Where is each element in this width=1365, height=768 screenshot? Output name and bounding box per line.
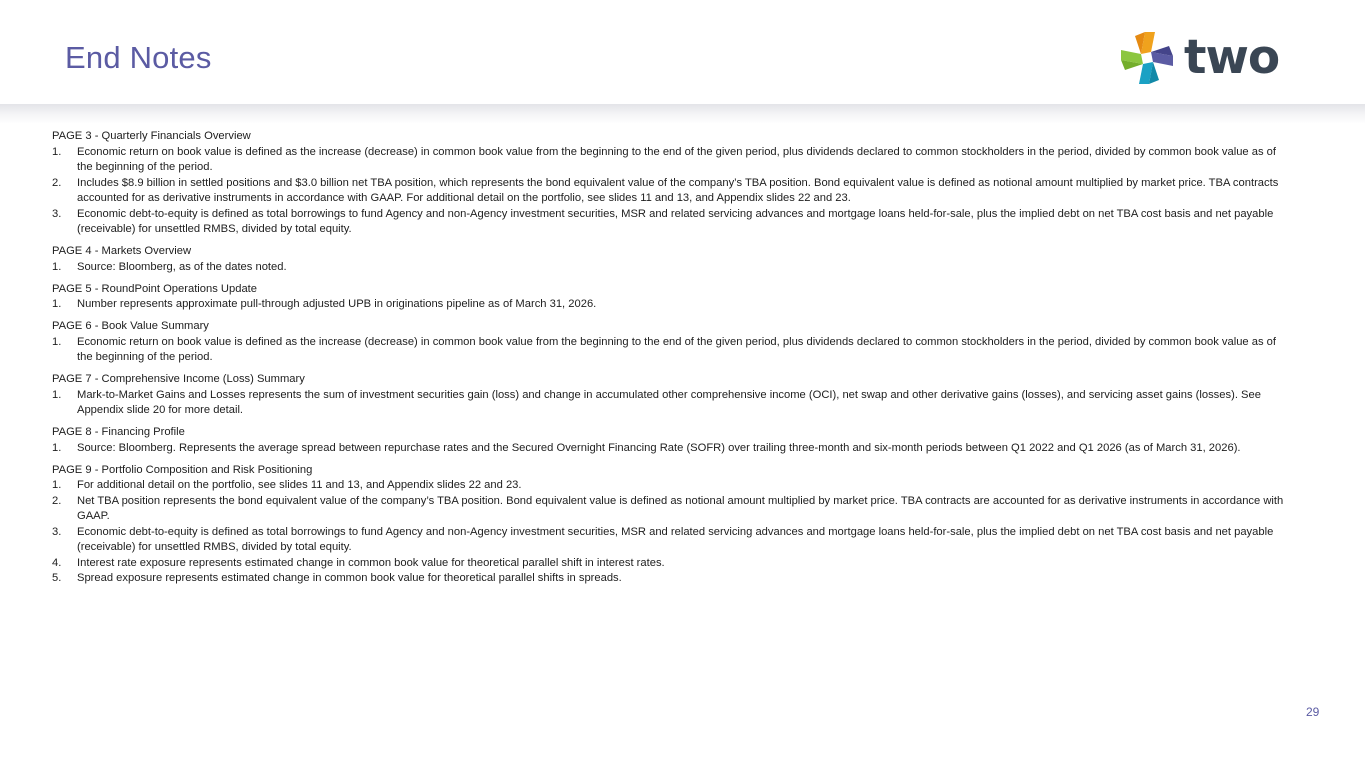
note-text: Economic debt-to-equity is defined as total borrowings to fund Agency and non-Agency investment securities, MSR and related servicing advances and mortgage loans held-for-sale, plus the implied debt on net TBA cost basis and net payable (receivable) for unsettled RMBS, divided by total equity. (77, 525, 1274, 553)
note-item (52, 494, 1292, 525)
note-number: 1. (52, 145, 62, 158)
note-text: Economic return on book value is defined as the increase (decrease) in common book value from the beginning to the end of the given period, plus dividends declared to common stockholders in the period, divided by common book value as of the beginning of the period. (77, 145, 1277, 173)
note-text: Mark-to-Market Gains and Losses represents the sum of investment securities gain (loss) and change in accumulated other comprehensive income (OCI), net swap and other derivative gains (losses), and servicing asset gains (losses). See Appendix slide 20 for more detail. (77, 388, 1261, 416)
notes-section (52, 372, 1292, 419)
section-title: PAGE 3 - Quarterly Financials Overview (52, 130, 251, 142)
note-item (52, 176, 1292, 207)
note-number: 3. (52, 207, 62, 220)
header-divider (0, 104, 1365, 124)
note-number: 5. (52, 572, 62, 584)
two-logo (1112, 26, 1294, 90)
note-item (52, 441, 1292, 457)
note-number: 1. (52, 388, 62, 401)
note-number: 1. (52, 298, 62, 310)
notes-section (52, 129, 1292, 238)
note-number: 4. (52, 556, 62, 569)
note-number: 1. (52, 441, 62, 454)
notes-section (52, 425, 1292, 456)
note-number: 1. (52, 479, 62, 491)
note-text: Spread exposure represents estimated change in common book value for theoretical parallel shifts in spreads. (77, 572, 622, 584)
logo-wordmark: two (1184, 30, 1280, 85)
section-title: PAGE 4 - Markets Overview (52, 245, 192, 257)
notes-section (52, 244, 1292, 275)
note-number: 1. (52, 335, 62, 348)
note-text: Source: Bloomberg. Represents the average spread between repurchase rates and the Secured Overnight Financing Rate (SOFR) over trailing three-month and six-month periods between Q1 2022 and Q1 2026 (as of March 31, 2026). (77, 441, 1241, 454)
note-number: 1. (52, 260, 62, 273)
note-item (52, 335, 1292, 366)
page-title: End Notes (65, 40, 212, 75)
section-title: PAGE 5 - RoundPoint Operations Update (52, 282, 258, 295)
note-item (52, 297, 1292, 313)
note-item (52, 478, 1292, 494)
section-title: PAGE 8 - Financing Profile (52, 426, 185, 438)
note-number: 3. (52, 525, 62, 538)
page-number: 29 (1306, 705, 1320, 719)
section-title: PAGE 6 - Book Value Summary (52, 320, 209, 332)
note-text: Interest rate exposure represents estimated change in common book value for theoretical parallel shift in interest rates. (77, 556, 665, 569)
note-item (52, 145, 1292, 176)
note-text: Economic debt-to-equity is defined as total borrowings to fund Agency and non-Agency investment securities, MSR and related servicing advances and mortgage loans held-for-sale, plus the implied debt on net TBA cost basis and net payable (receivable) for unsettled RMBS, divided by total equity. (77, 207, 1274, 235)
note-text: Economic return on book value is defined as the increase (decrease) in common book value from the beginning to the end of the given period, plus dividends declared to common stockholders in the period, divided by common book value as of the beginning of the period. (77, 335, 1277, 363)
notes-section (52, 463, 1292, 587)
note-item (52, 525, 1292, 556)
end-notes-list (52, 129, 1292, 593)
section-title: PAGE 9 - Portfolio Composition and Risk Positioning (52, 463, 313, 476)
note-number: 2. (52, 494, 62, 507)
note-text: Source: Bloomberg, as of the dates noted. (77, 260, 287, 273)
note-item (52, 571, 1292, 587)
pinwheel-logo-icon (1112, 26, 1182, 90)
note-item (52, 556, 1292, 572)
notes-section (52, 282, 1292, 313)
note-item (52, 207, 1292, 238)
notes-section (52, 319, 1292, 366)
note-item (52, 388, 1292, 419)
note-text: Net TBA position represents the bond equivalent value of the company’s TBA position. Bond equivalent value is defined as notional amount multiplied by market price. TBA contracts are accounted for as derivative instruments in accordance with GAAP. (77, 494, 1284, 522)
note-text: For additional detail on the portfolio, see slides 11 and 13, and Appendix slides 22 and 23. (77, 479, 522, 491)
note-item (52, 260, 1292, 276)
note-number: 2. (52, 176, 62, 189)
note-text: Number represents approximate pull-through adjusted UPB in originations pipeline as of March 31, 2026. (77, 298, 597, 310)
note-text: Includes $8.9 billion in settled positions and $3.0 billion net TBA position, which represents the bond equivalent value of the company’s TBA position. Bond equivalent value is defined as notional amount multiplied by market price. TBA contracts accounted for as derivative instruments in accordance with GAAP. For additional detail on the portfolio, see slides 11 and 13, and Appendix slides 22 and 23. (77, 176, 1279, 204)
section-title: PAGE 7 - Comprehensive Income (Loss) Summary (52, 373, 305, 385)
